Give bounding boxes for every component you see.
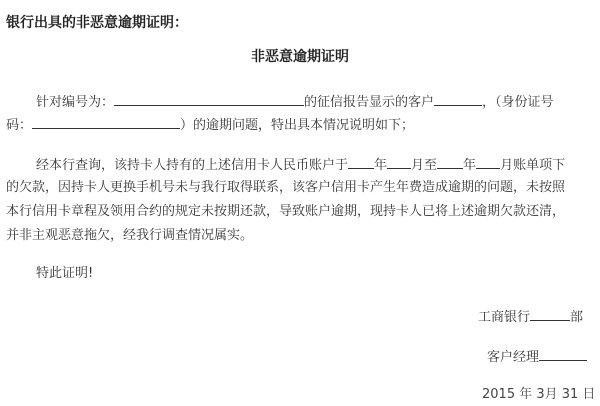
certificate-title: 非恶意逾期证明: [251, 49, 349, 65]
manager-label: 客户经理: [487, 350, 540, 365]
closing-text: 特此证明!: [36, 266, 94, 281]
report-number-label: 针对编号为：: [36, 95, 115, 110]
end-month-blank: [476, 154, 500, 169]
document-heading: 银行出具的非恶意逾期证明：: [6, 15, 188, 31]
branch-suffix: 部: [570, 310, 584, 325]
month-bill-label: 月账单项下: [500, 158, 566, 173]
start-year-blank: [348, 154, 374, 169]
bank-name: 工商银行: [478, 310, 531, 325]
inquiry-text: 经本行查询，该持卡人持有的上述信用卡人民币账户于: [36, 158, 349, 173]
id-number-label-cont: 码：: [6, 118, 33, 133]
overdue-statement: ）的逾期问题，特出具本情况说明如下；: [180, 118, 415, 133]
paragraph-2-line-3: 本行信用卡章程及领用合约的规定未按期还款，导致账户逾期，现持卡人已将上述逾期欠款还清，: [6, 204, 566, 219]
year-label-2: 年: [463, 158, 477, 173]
id-number-label: ，（身份证号: [482, 95, 554, 110]
year-label: 年: [374, 158, 388, 173]
paragraph-1-line-2: [6, 114, 414, 136]
start-month-blank: [387, 154, 411, 169]
branch-blank: [530, 306, 570, 321]
manager-line: [487, 346, 587, 365]
manager-blank: [539, 346, 587, 361]
id-number-blank: [32, 114, 180, 129]
month-to-label: 月至: [411, 158, 438, 173]
paragraph-2-line-2: 的欠款，因持卡人更换手机号未与我行取得联系，该客户信用卡产生年费造成逾期的问题，未按照: [6, 180, 566, 195]
paragraph-2-line-4: 并非主观恶意拖欠，经我行调查情况属实。: [6, 228, 254, 243]
signature-date: 2015 年 3月 31 日: [482, 387, 596, 402]
paragraph-2-line-1: [36, 154, 565, 176]
report-number-blank: [114, 91, 304, 106]
end-year-blank: [437, 154, 463, 169]
paragraph-1-line-1: [36, 91, 554, 113]
customer-name-blank: [434, 91, 482, 106]
bank-branch-line: [478, 306, 583, 325]
report-customer-label: 的征信报告显示的客户: [304, 95, 435, 110]
